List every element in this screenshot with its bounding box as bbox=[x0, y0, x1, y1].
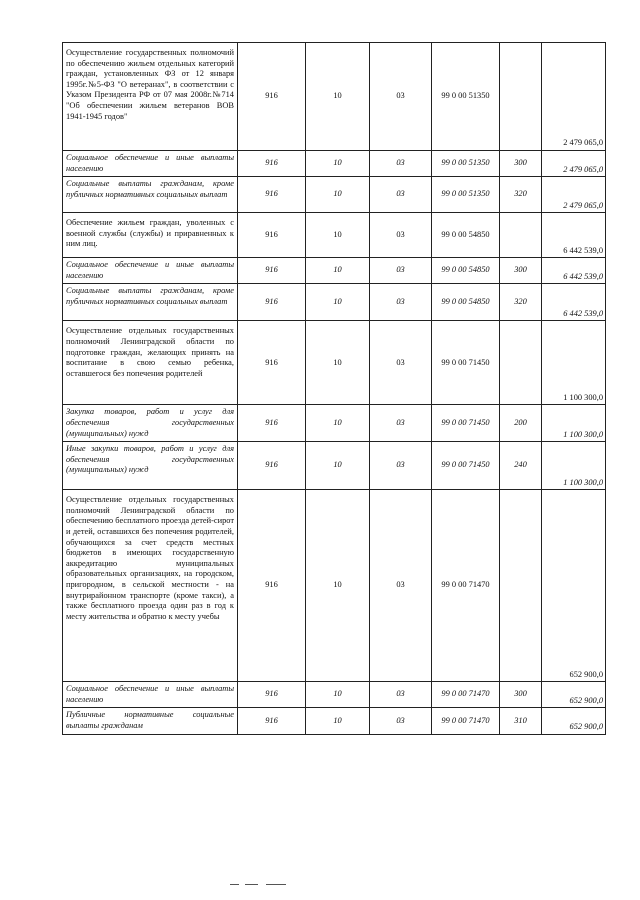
row-name: Осуществление отдельных государственных полномочий Ленинградской области по подготовке граждан, желающих принять на воспитание в свою семью ребенка, оставшегося без попечения родителей bbox=[63, 321, 238, 405]
row-grbs-code: 916 bbox=[238, 213, 306, 258]
row-amount: 2 479 065,0 bbox=[542, 43, 606, 151]
row-expense-type bbox=[500, 213, 542, 258]
row-grbs-code: 916 bbox=[238, 405, 306, 442]
row-grbs-code: 916 bbox=[238, 177, 306, 213]
row-amount: 2 479 065,0 bbox=[542, 177, 606, 213]
row-subsection-code: 03 bbox=[370, 43, 432, 151]
row-amount: 1 100 300,0 bbox=[542, 405, 606, 442]
row-amount: 6 442 539,0 bbox=[542, 258, 606, 284]
table-row bbox=[63, 213, 606, 258]
row-expense-type: 300 bbox=[500, 682, 542, 708]
table-row bbox=[63, 258, 606, 284]
row-name: Социальные выплаты гражданам, кроме публичных нормативных социальных выплат bbox=[63, 284, 238, 321]
row-expense-type: 310 bbox=[500, 708, 542, 734]
row-target-article: 99 0 00 54850 bbox=[432, 284, 500, 321]
row-name: Социальное обеспечение и иные выплаты населению bbox=[63, 258, 238, 284]
row-name: Закупка товаров, работ и услуг для обеспечения государственных (муниципальных) нужд bbox=[63, 405, 238, 442]
row-grbs-code: 916 bbox=[238, 43, 306, 151]
row-subsection-code: 03 bbox=[370, 258, 432, 284]
table-row bbox=[63, 321, 606, 405]
row-target-article: 99 0 00 71450 bbox=[432, 405, 500, 442]
footer-marks bbox=[230, 884, 300, 888]
row-grbs-code: 916 bbox=[238, 284, 306, 321]
row-amount: 1 100 300,0 bbox=[542, 442, 606, 490]
row-expense-type bbox=[500, 321, 542, 405]
row-target-article: 99 0 00 54850 bbox=[432, 258, 500, 284]
table-row bbox=[63, 442, 606, 490]
row-name: Осуществление государственных полномочий по обеспечению жильем отдельных категорий граждан, установленных ФЗ от 12 января 1995г.№5-ФЗ "О ветеранах", в соответствии с Указом Президента РФ от 07 мая 2008г.№714 "Об обеспечении жильем ветеранов ВОВ 1941-1945 годов" bbox=[63, 43, 238, 151]
row-expense-type: 320 bbox=[500, 284, 542, 321]
table-row bbox=[63, 405, 606, 442]
row-subsection-code: 03 bbox=[370, 708, 432, 734]
row-subsection-code: 03 bbox=[370, 321, 432, 405]
row-expense-type: 320 bbox=[500, 177, 542, 213]
table-row bbox=[63, 708, 606, 734]
row-target-article: 99 0 00 51350 bbox=[432, 151, 500, 177]
row-section-code: 10 bbox=[306, 213, 370, 258]
row-target-article: 99 0 00 71450 bbox=[432, 321, 500, 405]
row-section-code: 10 bbox=[306, 151, 370, 177]
row-grbs-code: 916 bbox=[238, 682, 306, 708]
row-expense-type: 200 bbox=[500, 405, 542, 442]
row-name: Социальное обеспечение и иные выплаты населению bbox=[63, 682, 238, 708]
row-name: Публичные нормативные социальные выплаты гражданам bbox=[63, 708, 238, 734]
row-section-code: 10 bbox=[306, 177, 370, 213]
row-amount: 6 442 539,0 bbox=[542, 284, 606, 321]
row-section-code: 10 bbox=[306, 258, 370, 284]
row-target-article: 99 0 00 54850 bbox=[432, 213, 500, 258]
row-amount: 652 900,0 bbox=[542, 490, 606, 682]
row-subsection-code: 03 bbox=[370, 151, 432, 177]
row-subsection-code: 03 bbox=[370, 682, 432, 708]
row-expense-type: 300 bbox=[500, 151, 542, 177]
row-expense-type bbox=[500, 490, 542, 682]
row-subsection-code: 03 bbox=[370, 490, 432, 682]
row-section-code: 10 bbox=[306, 442, 370, 490]
row-grbs-code: 916 bbox=[238, 708, 306, 734]
row-amount: 2 479 065,0 bbox=[542, 151, 606, 177]
table-row bbox=[63, 284, 606, 321]
row-name: Обеспечение жильем граждан, уволенных с военной службы (службы) и приравненных к ним лиц. bbox=[63, 213, 238, 258]
row-grbs-code: 916 bbox=[238, 151, 306, 177]
row-name: Социальные выплаты гражданам, кроме публичных нормативных социальных выплат bbox=[63, 177, 238, 213]
row-target-article: 99 0 00 51350 bbox=[432, 177, 500, 213]
row-section-code: 10 bbox=[306, 43, 370, 151]
row-name: Иные закупки товаров, работ и услуг для обеспечения государственных (муниципальных) нужд bbox=[63, 442, 238, 490]
row-grbs-code: 916 bbox=[238, 490, 306, 682]
table-row bbox=[63, 682, 606, 708]
budget-table-body bbox=[63, 43, 606, 735]
row-subsection-code: 03 bbox=[370, 284, 432, 321]
row-subsection-code: 03 bbox=[370, 405, 432, 442]
row-target-article: 99 0 00 71470 bbox=[432, 708, 500, 734]
row-amount: 1 100 300,0 bbox=[542, 321, 606, 405]
row-target-article: 99 0 00 71450 bbox=[432, 442, 500, 490]
row-section-code: 10 bbox=[306, 682, 370, 708]
row-grbs-code: 916 bbox=[238, 321, 306, 405]
row-subsection-code: 03 bbox=[370, 213, 432, 258]
row-amount: 652 900,0 bbox=[542, 708, 606, 734]
row-amount: 6 442 539,0 bbox=[542, 213, 606, 258]
row-expense-type bbox=[500, 43, 542, 151]
row-section-code: 10 bbox=[306, 405, 370, 442]
table-row bbox=[63, 490, 606, 682]
row-amount: 652 900,0 bbox=[542, 682, 606, 708]
row-grbs-code: 916 bbox=[238, 442, 306, 490]
row-section-code: 10 bbox=[306, 490, 370, 682]
row-name: Осуществление отдельных государственных полномочий Ленинградской области по обеспечению бесплатного проезда детей-сирот и детей, оставшихся без попечения родителей, обучающихся за счет средств местных бюджетов в имеющих государственную аккредитацию муниципальных образовательных организациях, на городском, пригородном, в сельской местности - на внутрирайонном транспорте (кроме такси), а также бесплатного проезда один раз в год к месту жительства и обратно к месту учебы bbox=[63, 490, 238, 682]
row-subsection-code: 03 bbox=[370, 177, 432, 213]
row-name: Социальное обеспечение и иные выплаты населению bbox=[63, 151, 238, 177]
row-grbs-code: 916 bbox=[238, 258, 306, 284]
row-target-article: 99 0 00 51350 bbox=[432, 43, 500, 151]
row-target-article: 99 0 00 71470 bbox=[432, 490, 500, 682]
row-subsection-code: 03 bbox=[370, 442, 432, 490]
table-row bbox=[63, 43, 606, 151]
budget-table bbox=[62, 42, 606, 735]
row-section-code: 10 bbox=[306, 708, 370, 734]
row-target-article: 99 0 00 71470 bbox=[432, 682, 500, 708]
row-expense-type: 300 bbox=[500, 258, 542, 284]
table-row bbox=[63, 151, 606, 177]
row-section-code: 10 bbox=[306, 321, 370, 405]
row-section-code: 10 bbox=[306, 284, 370, 321]
row-expense-type: 240 bbox=[500, 442, 542, 490]
table-row bbox=[63, 177, 606, 213]
